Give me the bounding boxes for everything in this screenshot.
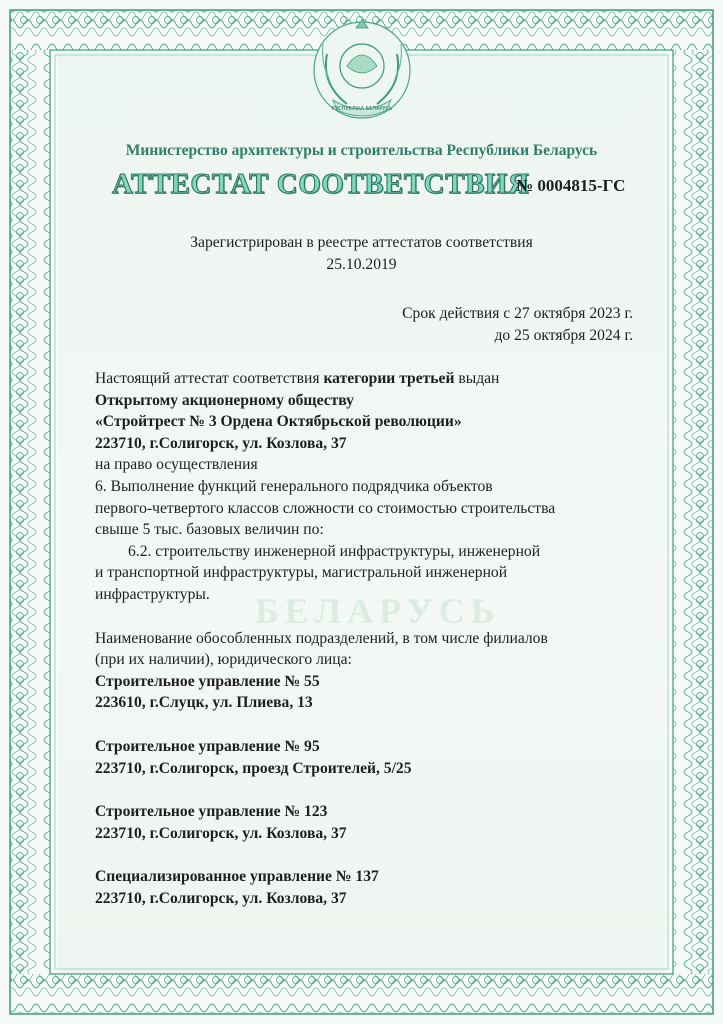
company-line-2: «Стройтрест № 3 Ордена Октябрьской революции» (95, 413, 462, 431)
validity-from: Срок действия с 27 октября 2023 г. (402, 305, 633, 322)
belarus-watermark: БЕЛАРУСЬ (255, 591, 501, 631)
subdivision-name: Строительное управление № 95 (95, 737, 320, 755)
subdivision-item (95, 671, 640, 714)
function-line-2: первого-четвертого классов сложности со стоимостью строительства (95, 499, 556, 517)
subdivision-item (95, 866, 640, 909)
validity-block (300, 303, 633, 346)
certificate-number: № 0004815-ГС (516, 176, 626, 195)
subdivision-item (95, 736, 640, 779)
function-line-3: свыше 5 тыс. базовых величин по: (95, 521, 324, 539)
company-line-1: Открытому акционерному обществу (95, 391, 354, 409)
sub-line-2: и транспортной инфраструктуры, магистральной инженерной (95, 564, 508, 582)
subdivision-item (95, 801, 640, 844)
subdivision-address: 223710, г.Солигорск, проезд Строителей, 5/25 (95, 759, 412, 777)
subdivisions-heading-2: (при их наличии), юридического лица: (95, 651, 352, 669)
registration-block (0, 232, 723, 275)
subdivision-address: 223610, г.Слуцк, ул. Плиева, 13 (95, 694, 313, 712)
subdivision-address: 223710, г.Солигорск, ул. Козлова, 37 (95, 889, 347, 907)
registration-date: 25.10.2019 (326, 255, 397, 273)
subdivision-name: Строительное управление № 123 (95, 803, 328, 821)
sub-line-3: инфраструктуры. (95, 585, 210, 603)
subdivision-name: Строительное управление № 55 (95, 672, 320, 690)
certificate-body (95, 368, 640, 909)
state-emblem-icon (309, 14, 415, 126)
ministry-name: Министерство архитектуры и строительства Республики Беларусь (125, 142, 598, 159)
sub-line-1: 6.2. строительству инженерной инфраструктуры, инженерной (128, 542, 541, 560)
subdivision-name: Специализированное управление № 137 (95, 868, 379, 886)
intro-text: Настоящий аттестат соответствия (95, 370, 324, 387)
function-line-1: 6. Выполнение функций генерального подрядчика объектов (95, 477, 493, 495)
right-text: на право осуществления (95, 456, 258, 474)
category-text: категории третьей (323, 370, 455, 387)
subdivision-address: 223710, г.Солигорск, ул. Козлова, 37 (95, 824, 347, 842)
registration-text: Зарегистрирован в реестре аттестатов соответствия (190, 234, 533, 251)
validity-to: до 25 октября 2024 г. (494, 326, 633, 344)
certificate-title: АТТЕСТАТ СООТВЕТСТВИЯ (112, 168, 530, 200)
emblem-ribbon-text: РЭСПУБЛІКА БЕЛАРУСЬ (331, 106, 393, 112)
intro-line (95, 368, 640, 390)
issued-text: выдан (454, 370, 500, 387)
company-address: 223710, г.Солигорск, ул. Козлова, 37 (95, 434, 347, 452)
subdivisions-heading-1: Наименование обособленных подразделений, в том числе филиалов (95, 629, 548, 647)
